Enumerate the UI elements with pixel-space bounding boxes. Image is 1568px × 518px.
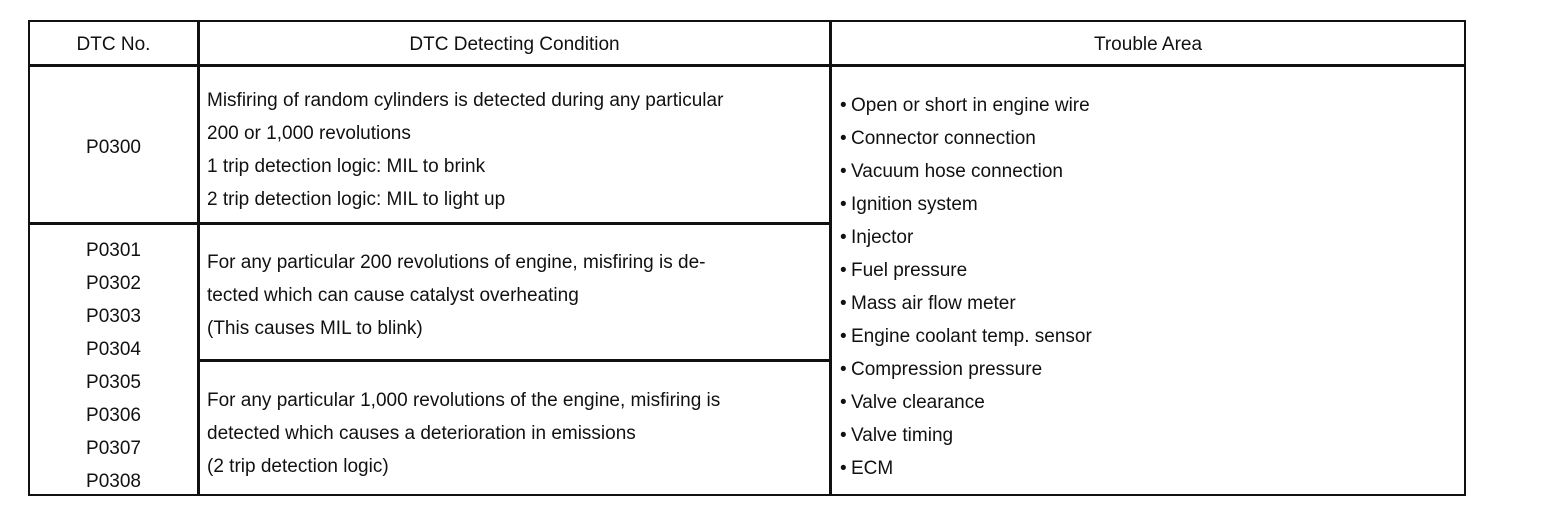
header-detecting-condition: DTC Detecting Condition <box>409 34 620 55</box>
dtc-code: P0307 <box>86 438 141 459</box>
column-divider-1 <box>197 20 200 496</box>
list-item <box>840 89 1460 122</box>
table-border-bottom <box>28 494 1466 496</box>
condition-line: 2 trip detection logic: MIL to light up <box>207 189 506 210</box>
condition-line: 200 or 1,000 revolutions <box>207 123 411 144</box>
list-item <box>840 386 1460 419</box>
bullet-icon: • <box>840 392 847 413</box>
column-divider-2 <box>829 20 832 496</box>
trouble-area-item: Compression pressure <box>851 359 1043 380</box>
bullet-icon: • <box>840 425 847 446</box>
dtc-code: P0306 <box>86 405 141 426</box>
dtc-code: P0302 <box>86 273 141 294</box>
list-item <box>840 221 1460 254</box>
trouble-area-cell <box>840 89 1460 485</box>
condition-cell <box>207 246 829 345</box>
bullet-icon: • <box>840 128 847 149</box>
bullet-icon: • <box>840 227 847 248</box>
header-divider <box>28 64 1466 67</box>
bullet-icon: • <box>840 359 847 380</box>
list-item <box>840 122 1460 155</box>
bullet-icon: • <box>840 260 847 281</box>
bullet-icon: • <box>840 95 847 116</box>
list-item <box>840 419 1460 452</box>
trouble-area-list <box>840 89 1460 485</box>
trouble-area-item: Connector connection <box>851 128 1036 149</box>
dtc-code: P0301 <box>86 240 141 261</box>
bullet-icon: • <box>840 293 847 314</box>
list-item <box>840 452 1460 485</box>
dtc-code-cell <box>30 234 197 498</box>
list-item <box>840 287 1460 320</box>
header-dtc-no: DTC No. <box>76 34 151 55</box>
header-trouble-area: Trouble Area <box>1093 34 1203 55</box>
condition-cell <box>207 84 829 216</box>
table-border-right <box>1464 20 1466 496</box>
condition-line: 1 trip detection logic: MIL to brink <box>207 156 486 177</box>
condition-line: For any particular 1,000 revolutions of the engine, misfiring is <box>207 390 721 411</box>
list-item <box>840 320 1460 353</box>
trouble-area-item: Injector <box>851 227 914 248</box>
bullet-icon: • <box>840 161 847 182</box>
list-item <box>840 188 1460 221</box>
trouble-area-item: Ignition system <box>851 194 978 215</box>
row-divider-1 <box>28 222 831 225</box>
trouble-area-item: Fuel pressure <box>851 260 968 281</box>
dtc-code-cell <box>30 131 197 164</box>
list-item <box>840 353 1460 386</box>
dtc-table <box>28 20 1466 496</box>
trouble-area-item: ECM <box>851 458 894 479</box>
condition-line: (This causes MIL to blink) <box>207 318 423 339</box>
condition-line: Misfiring of random cylinders is detected during any particular <box>207 90 724 111</box>
trouble-area-item: Vacuum hose connection <box>851 161 1063 182</box>
bullet-icon: • <box>840 194 847 215</box>
bullet-icon: • <box>840 326 847 347</box>
condition-cell <box>207 384 829 483</box>
trouble-area-item: Valve clearance <box>851 392 985 413</box>
row-divider-2 <box>198 359 831 362</box>
condition-line: (2 trip detection logic) <box>207 456 389 477</box>
dtc-code: P0304 <box>86 339 141 360</box>
dtc-code: P0300 <box>86 137 141 158</box>
condition-line: tected which can cause catalyst overheating <box>207 285 579 306</box>
condition-line: detected which causes a deterioration in emissions <box>207 423 636 444</box>
trouble-area-item: Mass air flow meter <box>851 293 1016 314</box>
list-item <box>840 254 1460 287</box>
dtc-code: P0305 <box>86 372 141 393</box>
condition-line: For any particular 200 revolutions of engine, misfiring is de- <box>207 252 706 273</box>
dtc-code: P0308 <box>86 471 141 492</box>
trouble-area-item: Valve timing <box>851 425 954 446</box>
bullet-icon: • <box>840 458 847 479</box>
list-item <box>840 155 1460 188</box>
trouble-area-item: Engine coolant temp. sensor <box>851 326 1092 347</box>
trouble-area-item: Open or short in engine wire <box>851 95 1090 116</box>
dtc-code: P0303 <box>86 306 141 327</box>
